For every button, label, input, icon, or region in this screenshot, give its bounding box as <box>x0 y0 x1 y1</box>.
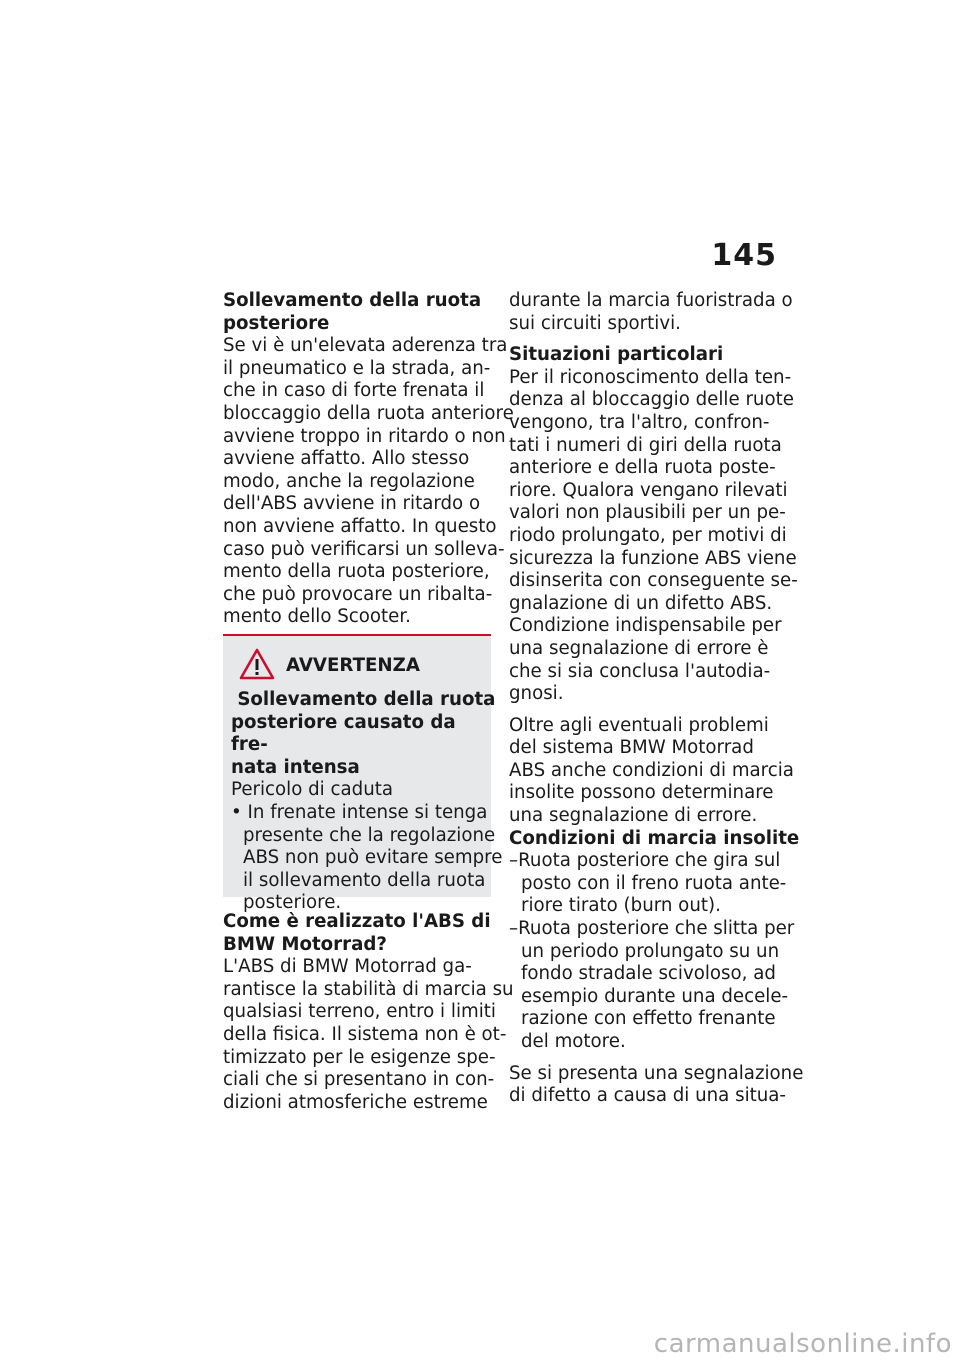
dash-item-line: un periodo prolungato su un <box>521 940 780 962</box>
warning-heading: Sollevamento della ruota <box>231 689 496 710</box>
body-line: della fisica. Il sistema non è ot- <box>223 1023 507 1045</box>
body-line: modo, anche la regolazione <box>223 470 475 492</box>
dash-item-line: riore tirato (burn out). <box>521 895 721 917</box>
body-line: Se vi è un'elevata aderenza tra <box>223 335 508 357</box>
body-line: che in caso di forte frenata il <box>223 380 485 402</box>
body-line: rantisce la stabilità di marcia su <box>223 978 514 1000</box>
body-line: gnalazione di un difetto ABS. <box>509 592 773 614</box>
warning-bullet-line: posteriore. <box>243 892 342 914</box>
body-line: disinserita con conseguente se- <box>509 570 798 592</box>
body-line: avviene troppo in ritardo o non <box>223 425 506 447</box>
body-line: L'ABS di BMW Motorrad ga- <box>223 956 472 978</box>
dash-item-line: esempio durante una decele- <box>521 985 789 1007</box>
body-line: denza al bloccaggio delle ruote <box>509 389 794 411</box>
dash-icon: – <box>509 850 519 872</box>
body-line: il pneumatico e la strada, an- <box>223 357 491 379</box>
watermark: carmanualsonline.info <box>653 1329 952 1359</box>
dash-item-line: del motore. <box>521 1031 626 1052</box>
body-line: vengono, tra l'altro, confron- <box>509 411 770 433</box>
dash-icon: – <box>509 918 519 940</box>
right-column <box>509 290 804 1108</box>
body-line: mento della ruota posteriore, <box>223 561 490 583</box>
warning-header <box>231 646 487 682</box>
dash-item: –Ruota posteriore che gira sul <box>509 850 781 872</box>
body-line: bloccaggio della ruota anteriore <box>223 402 514 424</box>
body-line: Condizione indispensabile per <box>509 615 782 637</box>
body-line: avviene affatto. Allo stesso <box>223 448 470 470</box>
warning-risk: Pericolo di caduta <box>231 779 393 801</box>
body-line: di difetto a causa di una situa- <box>509 1085 786 1107</box>
warning-bullet-line: ABS non può evitare sempre <box>243 847 503 869</box>
body-line: valori non plausibili per un pe- <box>509 502 786 524</box>
body-line: dizioni atmosferiche estreme <box>223 1091 488 1113</box>
body-line: insolite possono determinare <box>509 782 774 804</box>
section-abs <box>223 911 514 1114</box>
dash-item-line: razione con effetto frenante <box>521 1008 776 1030</box>
warning-box <box>223 636 503 914</box>
body-line: sicurezza la funzione ABS viene <box>509 547 797 569</box>
section-sollevamento <box>223 290 514 629</box>
bullet-icon: • <box>231 801 242 823</box>
page-number: 145 <box>711 238 777 273</box>
section-title: Come è realizzato l'ABS di <box>223 911 491 932</box>
dash-item-line: posto con il freno ruota ante- <box>521 872 787 894</box>
warning-bullet: • In frenate intense si tenga <box>231 801 488 823</box>
body-line: che può provocare un ribalta- <box>223 583 493 605</box>
body-line: ABS anche condizioni di marcia <box>509 759 794 781</box>
body-line: una segnalazione di errore. <box>509 805 758 827</box>
body-line: dell'ABS avviene in ritardo o <box>223 493 481 515</box>
body-line: sui circuiti sportivi. <box>509 312 681 334</box>
body-line: timizzato per le esigenze spe- <box>223 1046 496 1068</box>
body-line: caso può verificarsi un solleva- <box>223 538 505 560</box>
warning-heading: posteriore causato da fre- <box>231 711 456 756</box>
left-column <box>223 290 514 629</box>
body-line: qualsiasi terreno, entro i limiti <box>223 1001 496 1023</box>
body-line: riodo prolungato, per motivi di <box>509 524 787 546</box>
warning-triangle-icon <box>239 648 275 680</box>
warning-bullet-line: il sollevamento della ruota <box>243 869 486 891</box>
body-line: Oltre agli eventuali problemi <box>509 714 769 736</box>
body-line: riore. Qualora vengano rilevati <box>509 479 788 501</box>
warning-title: AVVERTENZA <box>286 655 420 676</box>
body-line: Per il riconoscimento della ten- <box>509 366 792 388</box>
section-title: Sollevamento della ruota <box>223 290 482 311</box>
body-line: mento dello Scooter. <box>223 606 411 628</box>
body-line: non avviene affatto. In questo <box>223 515 497 537</box>
section-title: posteriore <box>223 312 330 334</box>
body-line: Se si presenta una segnalazione <box>509 1062 804 1084</box>
warning-heading: nata intensa <box>231 756 360 778</box>
section-title: Condizioni di marcia insolite <box>509 827 800 849</box>
body-line: una segnalazione di errore è <box>509 637 769 659</box>
body-line: anteriore e della ruota poste- <box>509 457 776 479</box>
section-title: BMW Motorrad? <box>223 933 387 955</box>
dash-item: –Ruota posteriore che slitta per <box>509 918 795 940</box>
body-line: ciali che si presentano in con- <box>223 1069 495 1091</box>
body-line: durante la marcia fuoristrada o <box>509 290 793 311</box>
body-line: del sistema BMW Motorrad <box>509 737 754 759</box>
dash-item-line: fondo stradale scivoloso, ad <box>521 963 776 985</box>
body-line: che si sia conclusa l'autodia- <box>509 660 771 682</box>
body-line: tati i numeri di giri della ruota <box>509 434 782 456</box>
body-line: gnosi. <box>509 683 564 705</box>
section-title: Situazioni particolari <box>509 344 724 366</box>
warning-bullet-line: presente che la regolazione <box>243 824 496 846</box>
warning-body <box>231 689 503 915</box>
